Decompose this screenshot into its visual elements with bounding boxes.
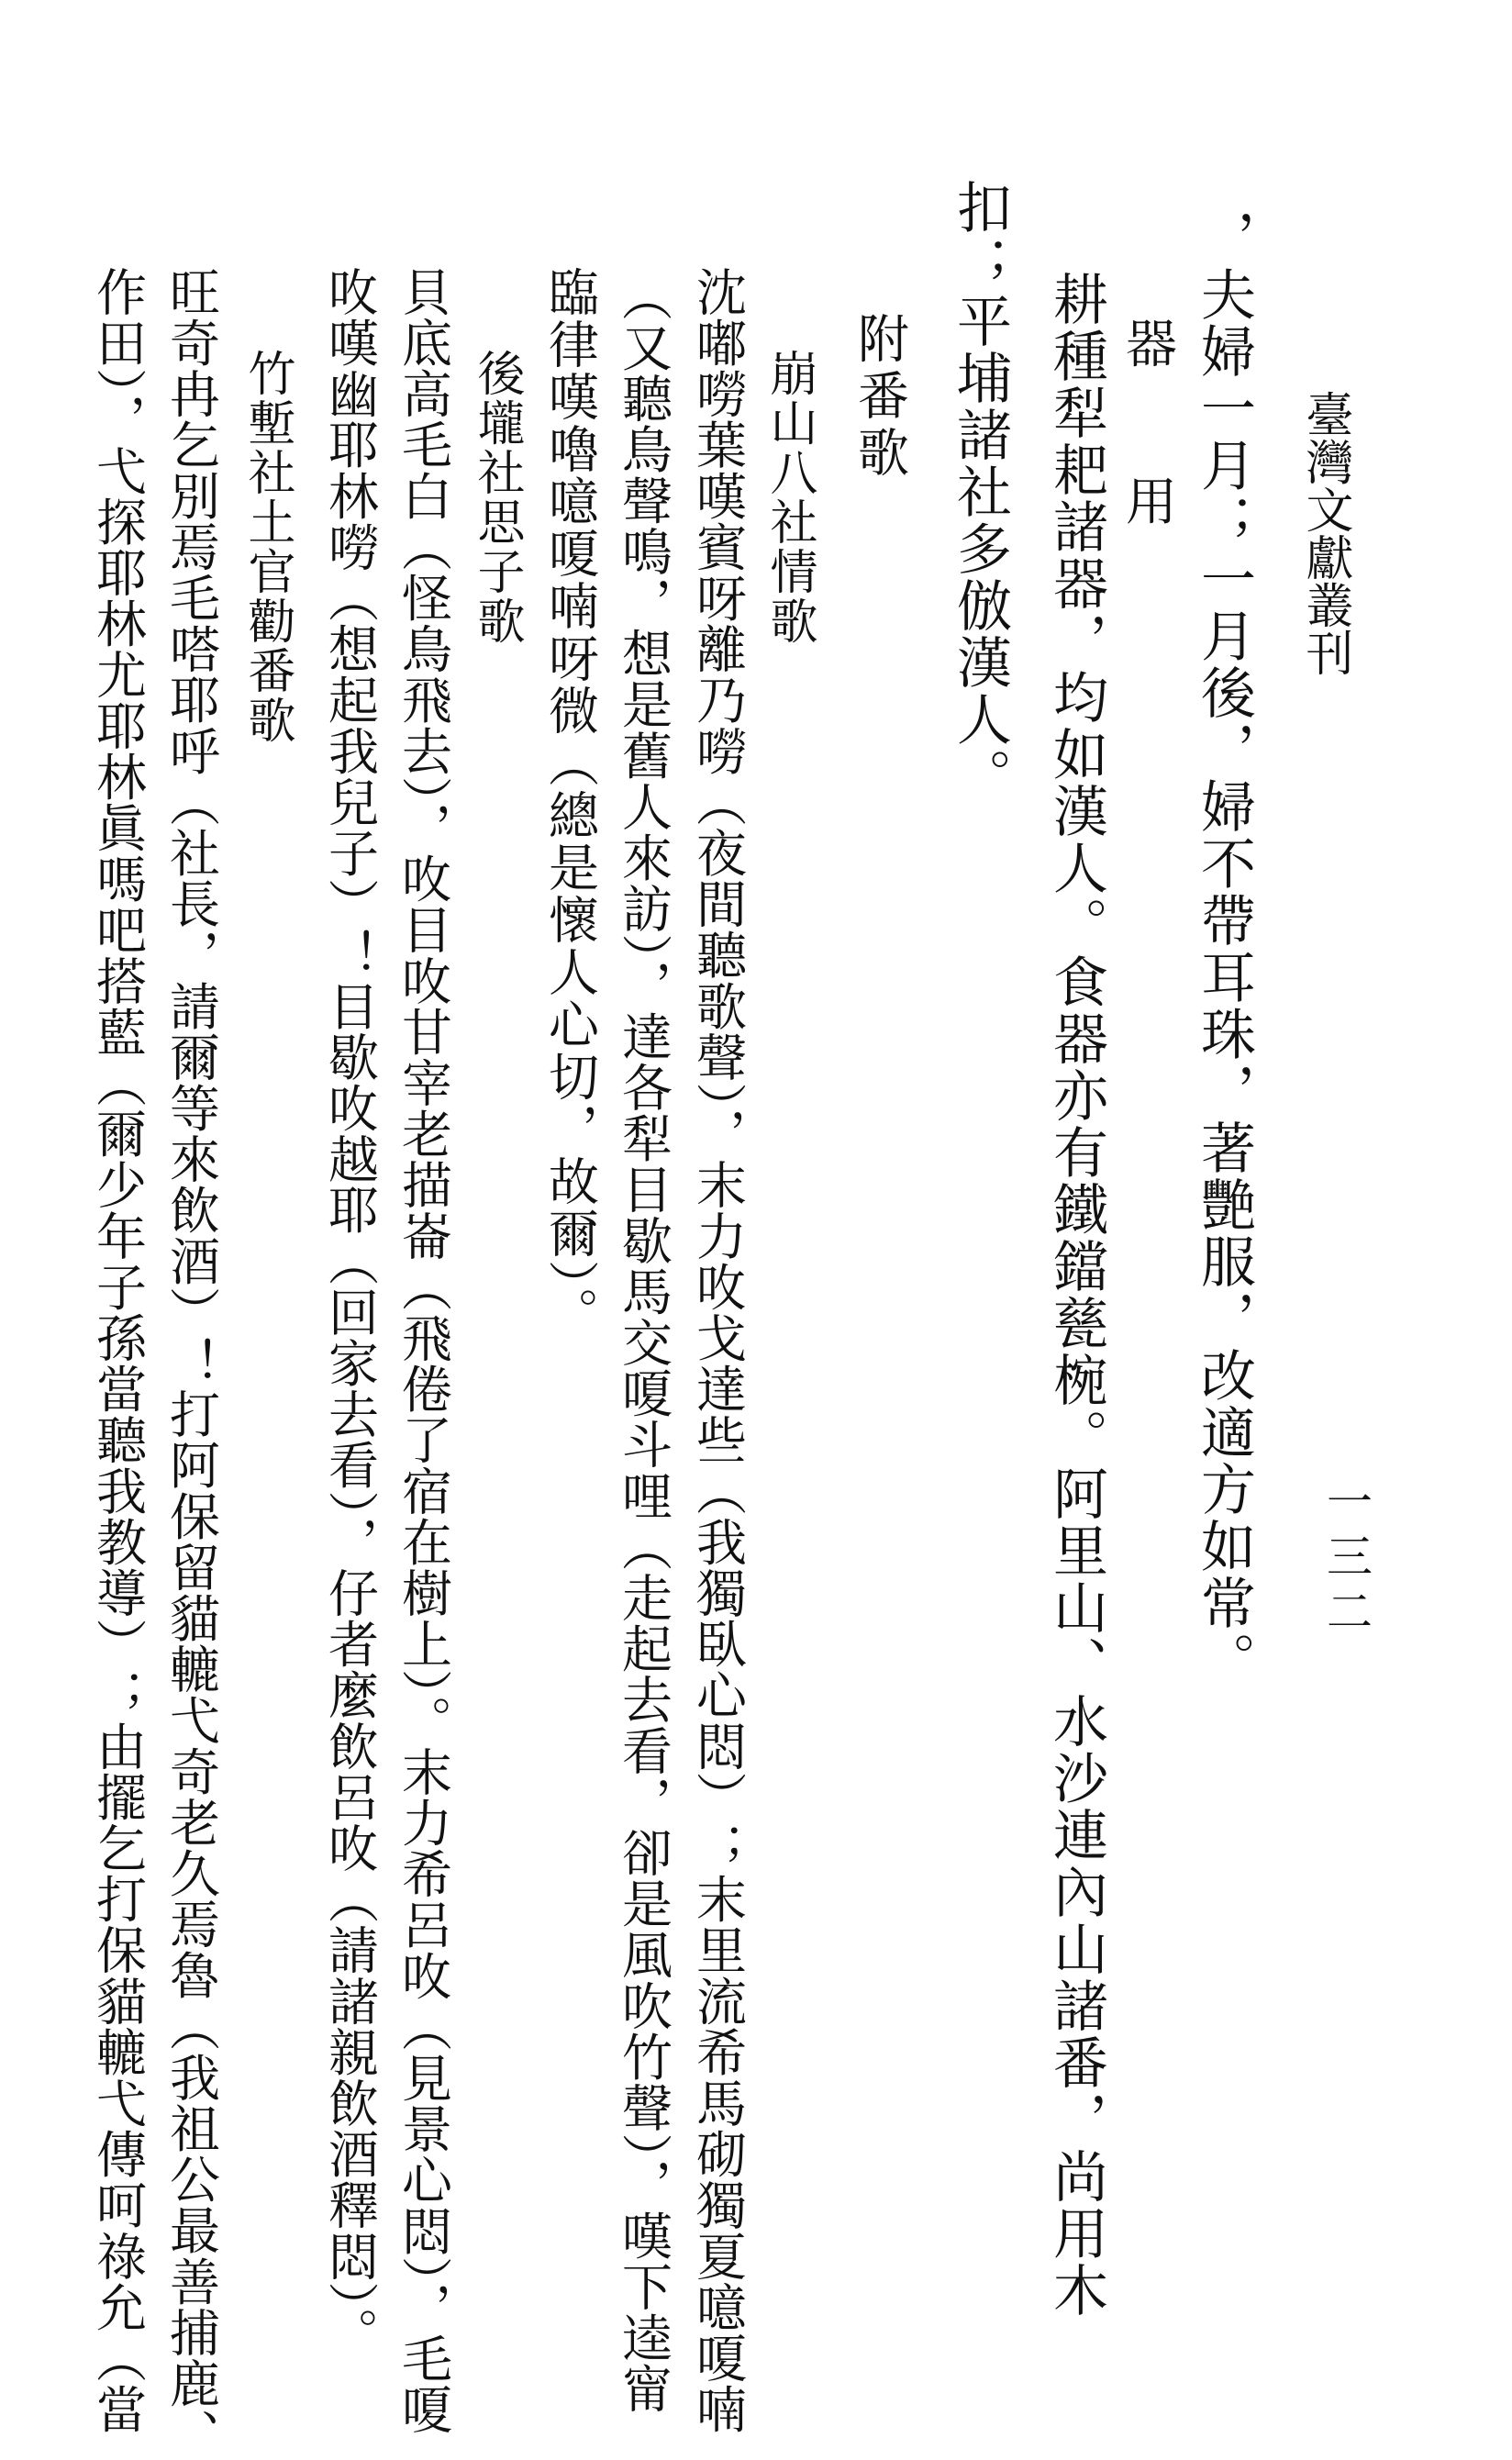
text-column-2: 耕種犁耙諸器，均如漢人。食器亦有鐵鐺甆椀。阿里山、水沙連內山諸番，尚用木 xyxy=(1044,271,1108,2319)
text-column-3: 扣；平埔諸社多倣漢人。 xyxy=(948,179,1012,805)
song-title-2: 後壠社思子歌 xyxy=(469,349,524,646)
song-line-3: 臨律嘆嚕噫嗄喃呀微（總是懷人心切，故爾）。 xyxy=(540,266,599,1340)
song-line-7: 作田），弋探耶林尤耶林眞嗎吧搭藍（爾少年子孫當聽我教導）；由擺乞打保貓轆弋傳呵祿允（當 xyxy=(88,266,147,2435)
section-heading-songs: 附番歌 xyxy=(850,312,909,483)
song-line-2: （又聽鳥聲鳴，想是舊人來訪），達各犁目歇馬交嗄斗哩（走起去看，卻是風吹竹聲），嘆下逵甯 xyxy=(614,271,673,2414)
song-title-3: 竹塹社土官勸番歌 xyxy=(239,349,295,745)
section-heading-utensils: 器 用 xyxy=(1117,317,1177,553)
page-number: 一三二 xyxy=(1319,1477,1373,1642)
text-column-1: ，夫婦一月；一月後，婦不帶耳珠，著艷服，改適方如常。 xyxy=(1192,209,1256,1688)
song-line-1: 沈嘟嘮葉嘆賓呀離乃嘮（夜間聽歌聲），末力呚戈達些（我獨臥心悶）；末里流希馬砌獨夏噫嗄喃 xyxy=(688,266,747,2435)
song-line-4: 貝底高毛白（怪鳥飛去），呚目呚甘宰老描崙（飛倦了宿在樹上）。末力希呂呚（見景心悶），毛嗄 xyxy=(394,266,452,2435)
song-line-6: 旺奇冉乞別焉毛嗒耶呼（社長，請爾等來飲酒）！打阿保留貓轆弋奇老久焉魯（我祖公最善捕鹿、 xyxy=(161,266,220,2460)
song-line-5: 呚嘆幽耶林嘮（想起我兒子）！目歇呚越耶（回家去看），仔者麼飲呂呚（請諸親飲酒釋悶）。 xyxy=(320,266,379,2359)
running-header-title: 臺灣文獻叢刊 xyxy=(1297,390,1352,676)
song-title-1: 崩山八社情歌 xyxy=(762,349,817,646)
